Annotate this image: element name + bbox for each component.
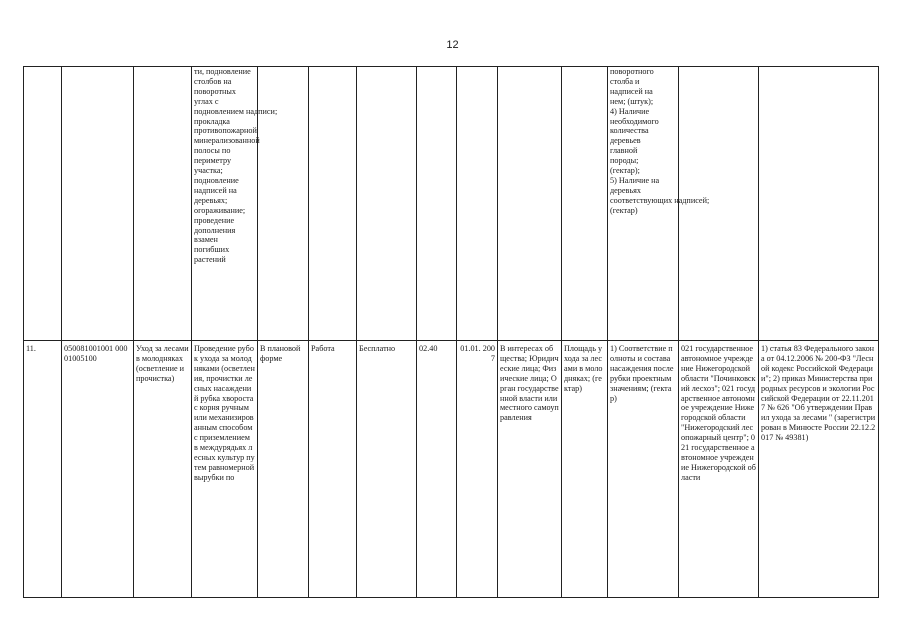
indicators-text-line: поворотного — [610, 67, 654, 76]
indicators-text-line: нем; (штук); — [610, 96, 654, 106]
services-text-line: прокладка — [194, 116, 230, 126]
services-text-line: минерализованной — [194, 136, 260, 146]
services-cell-continued — [192, 67, 278, 341]
indicators-text-line: (гектар) — [610, 205, 638, 215]
services-text-line: поворотных — [194, 86, 237, 96]
services-text-line: противопожарной — [194, 126, 257, 136]
services-text-line: растений — [194, 255, 226, 265]
service-type: Работа — [309, 341, 357, 598]
row-number: 11. — [24, 341, 62, 598]
indicators-text-line: 4) Наличие — [610, 106, 650, 116]
indicators-text-line: породы; — [610, 156, 639, 166]
services-table — [23, 66, 879, 598]
services-text-line: надписей на — [194, 185, 237, 195]
services-text-line: ти, подновление — [194, 67, 251, 76]
services-text-line: деревьях; — [194, 195, 228, 205]
page-number: 12 — [446, 39, 459, 51]
okved-code: 02.40 — [417, 341, 457, 598]
service-name: Уход за лесами в молодняках (осветление и прочистка) — [134, 341, 192, 598]
institutions-list: 021 государственное автономное учреждение Нижегородской области "Починковский лесхоз"; 021 государственное автономное учреждение Нижегородской области "Нижегородский лесопожарный центр"; 021 государственное автономное учреждение Нижегородской области — [679, 341, 759, 598]
consumer-categories: В интересах общества; Юридические лица; Физические лица; Орган государственной власти или местного самоуправления — [498, 341, 562, 598]
services-text-line: взамен — [194, 235, 218, 245]
services-text-line: проведение — [194, 215, 235, 225]
registry-code: 050081001001 00001005100 — [62, 341, 134, 598]
start-date: 01.01. 2007 — [457, 341, 498, 598]
services-text-line: огораживание; — [194, 205, 246, 215]
services-text-line: подновление — [194, 175, 239, 185]
table-row — [24, 341, 879, 598]
indicators-text-line: главной — [610, 146, 638, 156]
indicators-text-line: столба и — [610, 76, 640, 86]
indicators-text-line: 5) Наличие на — [610, 175, 660, 185]
volume-indicator: Площадь ухода за лесами в молодняках; (гектар) — [562, 341, 608, 598]
indicators-text-line: необходимого — [610, 116, 659, 126]
services-text-line: погибших — [194, 245, 230, 255]
services-text-line: полосы по — [194, 146, 231, 156]
indicators-text-line: соответствующих надписей; — [610, 195, 710, 205]
services-text-line: столбов на — [194, 76, 232, 86]
services-text-line: подновлением надписи; — [194, 106, 278, 116]
quality-indicators: 1) Соответствие полноты и состава насаждения после рубки проектным значениям; (гектар) — [608, 341, 679, 598]
services-text-line: периметру — [194, 156, 232, 166]
payment-type: Бесплатно — [357, 341, 417, 598]
table-row-continued — [24, 67, 879, 341]
indicators-cell-continued — [608, 67, 710, 341]
services-text-line: дополнения — [194, 225, 236, 235]
indicators-text-line: деревьев — [610, 136, 641, 146]
service-form: В плановой форме — [258, 341, 309, 598]
indicators-text-line: (гектар); — [610, 166, 640, 176]
indicators-text-line: надписей на — [610, 86, 653, 96]
indicators-text-line: количества — [610, 126, 649, 136]
services-text-line: участка; — [194, 166, 223, 176]
service-content: Проведение рубок ухода за молодняками (осветления, прочистки лесных насаждений рубка хвороста с корня ручным или механизированным способом с приземлением в междурядьях лесных культур путем равномерной вырубки по — [192, 341, 258, 598]
services-text-line: углах с — [194, 96, 219, 106]
indicators-text-line: деревьях — [610, 185, 641, 195]
legal-basis: 1) статья 83 Федерального закона от 04.12.2006 № 200-ФЗ "Лесной кодекс Российской Федерации"; 2) приказ Министерства природных ресурсов и экологии Российской Федерации от 22.11.2017 № 626 "Об утверждении Правил ухода за лесами " (зарегистрирован в Минюсте России 22.12.2017 № 49381) — [759, 341, 879, 598]
